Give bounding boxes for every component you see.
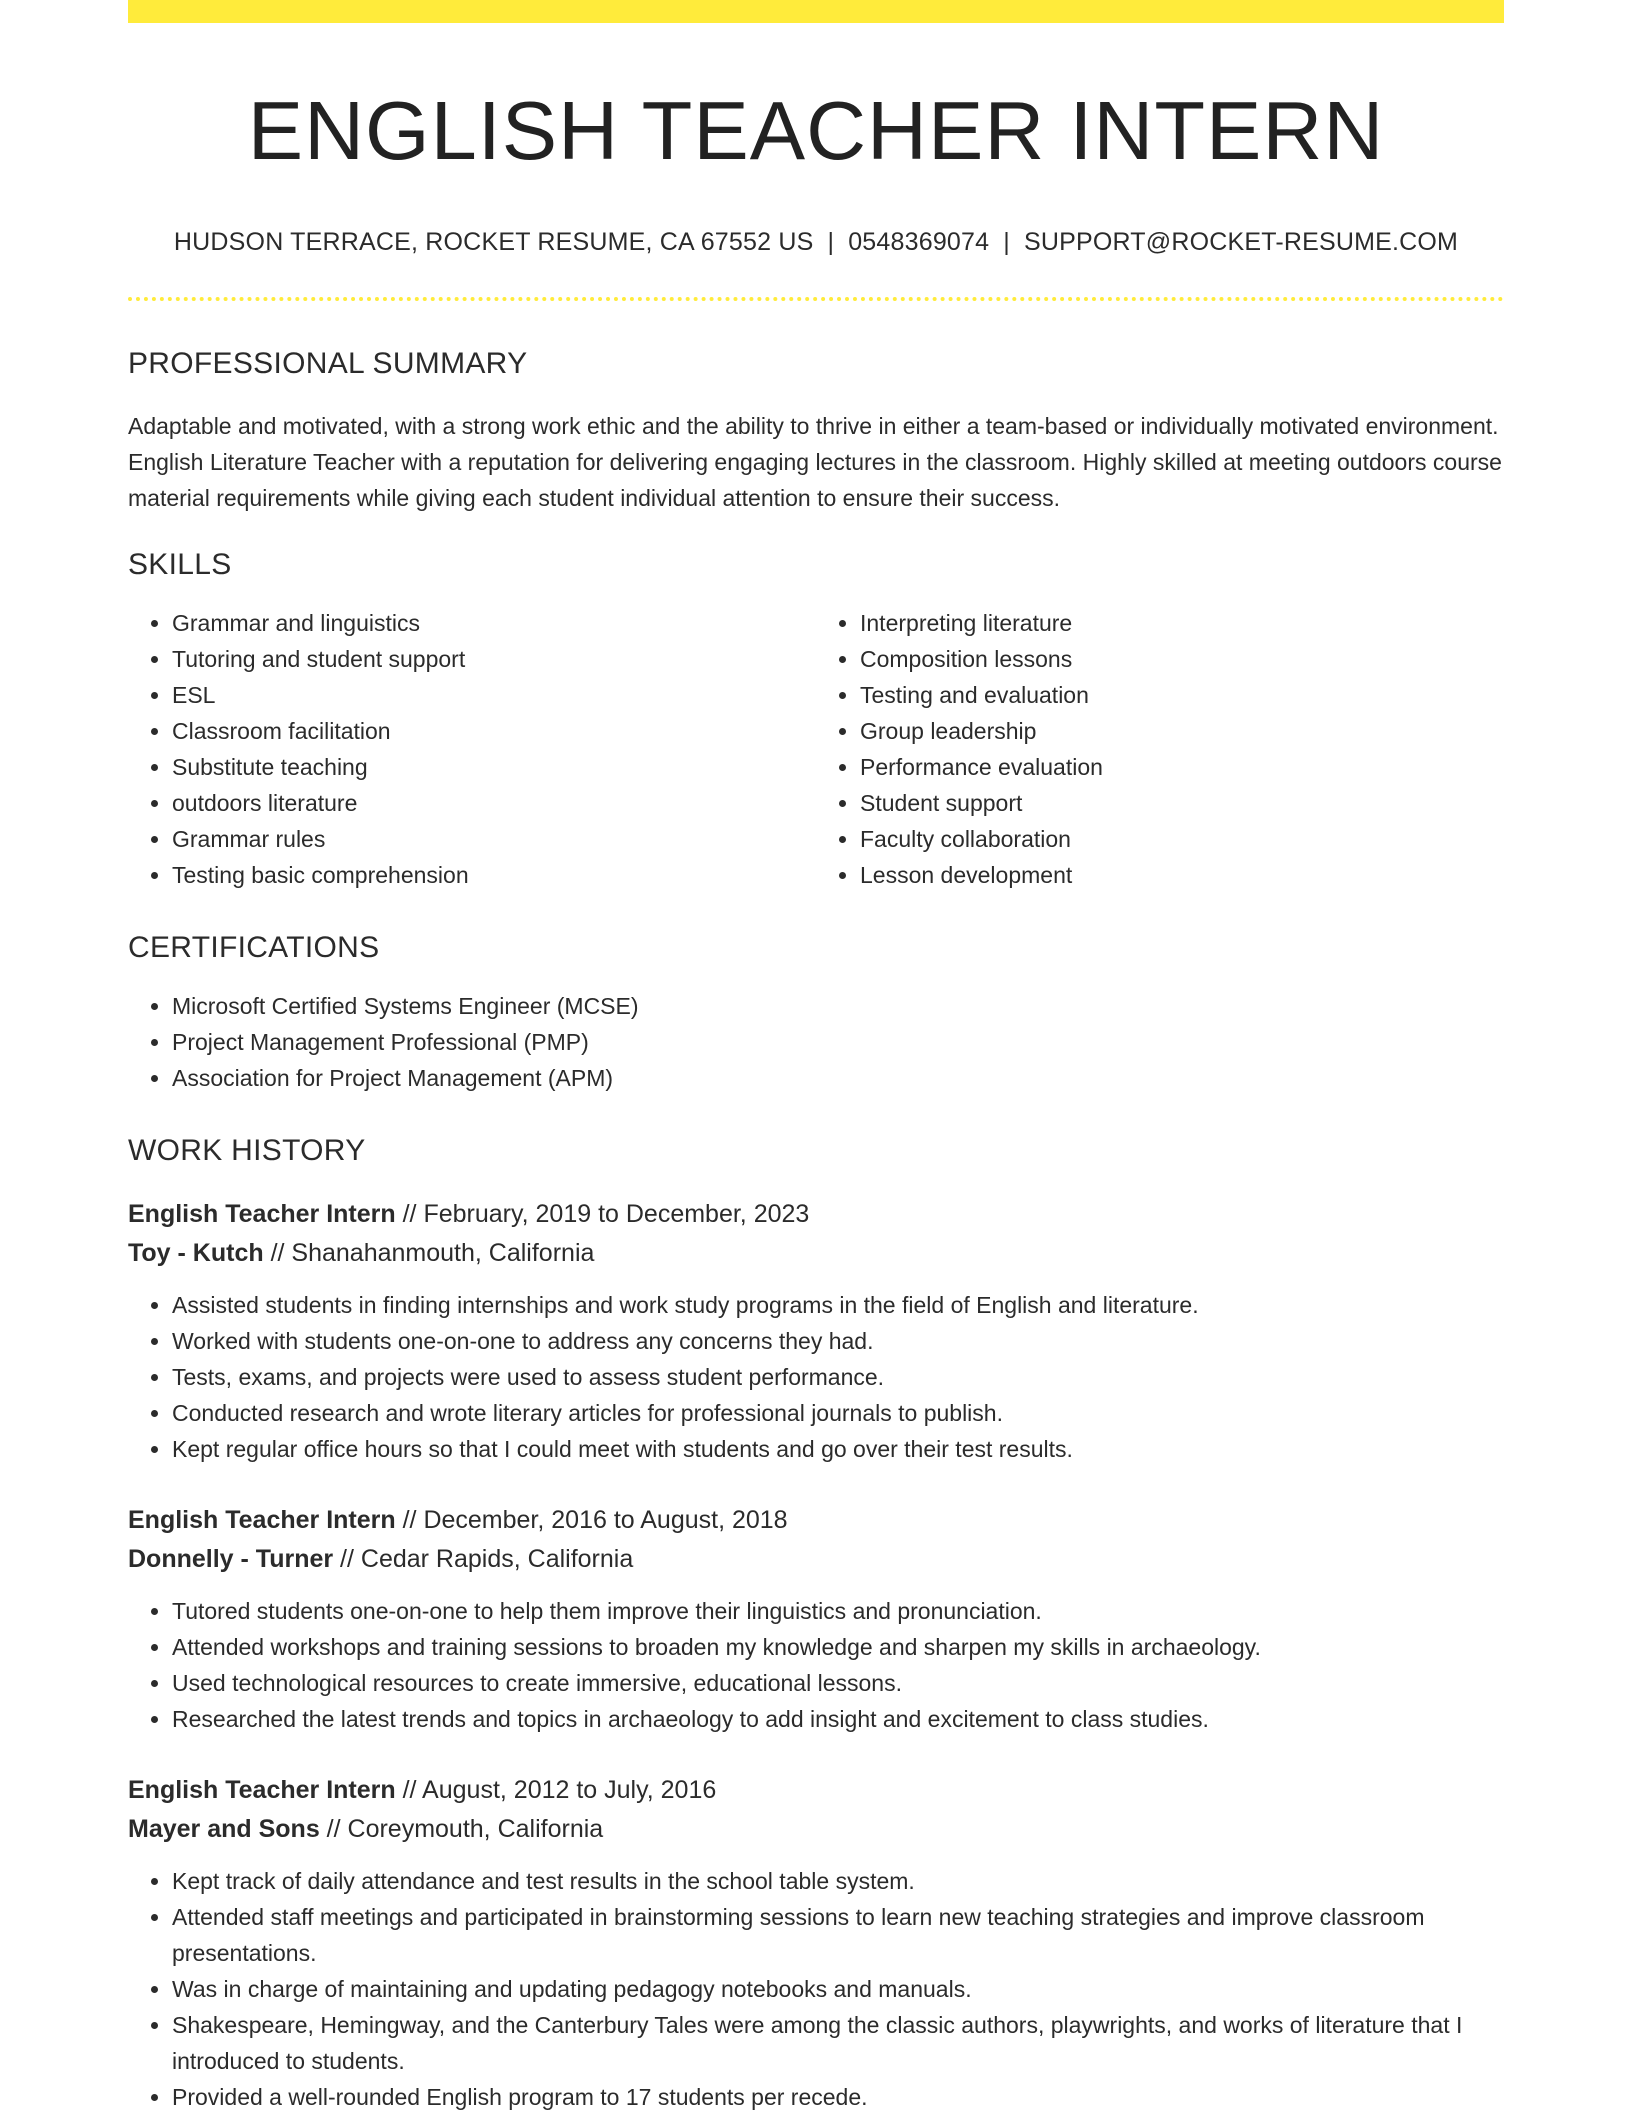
job-entry: [128, 1771, 1504, 2115]
job-title: English Teacher Intern: [128, 1200, 396, 1229]
job-title: English Teacher Intern: [128, 1776, 396, 1805]
list-item: • Conducted research and wrote literary articles for professional journals to publish.: [172, 1395, 1504, 1431]
list-item: • Provided a well-rounded English program to 17 students per recede.: [172, 2079, 1504, 2115]
list-item: • Microsoft Certified Systems Engineer (MCSE): [172, 988, 1504, 1024]
resume-name: ENGLISH TEACHER INTERN: [247, 84, 1385, 177]
summary-heading: PROFESSIONAL SUMMARY: [128, 347, 528, 381]
list-item: • Kept regular office hours so that I could meet with students and go over their test results.: [172, 1431, 1504, 1467]
list-item: • Was in charge of maintaining and updating pedagogy notebooks and manuals.: [172, 1971, 1504, 2007]
job-title-line: [128, 1771, 1504, 1810]
list-item: • Tests, exams, and projects were used to assess student performance.: [172, 1359, 1504, 1395]
list-item: • outdoors literature: [172, 785, 816, 821]
certifications-list: [128, 988, 1504, 1096]
accent-bar: [128, 0, 1504, 23]
job-title: English Teacher Intern: [128, 1506, 396, 1535]
job-company: Mayer and Sons: [128, 1815, 320, 1844]
separator: |: [1003, 228, 1010, 257]
list-item: • Grammar rules: [172, 821, 816, 857]
list-item: • Assisted students in finding internships and work study programs in the field of English and literature.: [172, 1287, 1504, 1323]
work-history-heading: WORK HISTORY: [128, 1134, 366, 1168]
job-dates: // February, 2019 to December, 2023: [395, 1200, 810, 1229]
summary-text: Adaptable and motivated, with a strong work ethic and the ability to thrive in either a team-based or individually motivated environment. English Literature Teacher with a reputation for delivering engaging lectures in the classroom. Highly skilled at meeting outdoors course material requirements while giving each student individual attention to ensure their success.: [128, 413, 1502, 512]
job-bullets: [128, 1287, 1504, 1467]
list-item: • Classroom facilitation: [172, 713, 816, 749]
list-item: • Tutored students one-on-one to help them improve their linguistics and pronunciation.: [172, 1593, 1504, 1629]
address: HUDSON TERRACE, ROCKET RESUME, CA 67552 US: [173, 228, 814, 257]
contact-line: [128, 228, 1504, 257]
list-item: • Project Management Professional (PMP): [172, 1024, 1504, 1060]
list-item: • Worked with students one-on-one to address any concerns they had.: [172, 1323, 1504, 1359]
list-item: • Group leadership: [860, 713, 1504, 749]
list-item: • Testing and evaluation: [860, 677, 1504, 713]
job-company: Donnelly - Turner: [128, 1545, 334, 1574]
skills-left-list: [128, 605, 816, 893]
job-company: Toy - Kutch: [128, 1239, 264, 1268]
dotted-divider: [128, 297, 1504, 301]
list-item: • Composition lessons: [860, 641, 1504, 677]
job-company-line: [128, 1234, 1504, 1273]
job-dates: // December, 2016 to August, 2018: [395, 1506, 788, 1535]
list-item: • Kept track of daily attendance and test results in the school table system.: [172, 1863, 1504, 1899]
list-item: • Testing basic comprehension: [172, 857, 816, 893]
job-dates: // August, 2012 to July, 2016: [395, 1776, 717, 1805]
certifications-heading: CERTIFICATIONS: [128, 931, 380, 965]
job-bullets: [128, 1593, 1504, 1737]
list-item: • Attended workshops and training sessions to broaden my knowledge and sharpen my skills in archaeology.: [172, 1629, 1504, 1665]
list-item: • Performance evaluation: [860, 749, 1504, 785]
list-item: • Tutoring and student support: [172, 641, 816, 677]
list-item: • Association for Project Management (APM): [172, 1060, 1504, 1096]
list-item: • Student support: [860, 785, 1504, 821]
list-item: • Attended staff meetings and participated in brainstorming sessions to learn new teaching strategies and improve classroom presentations.: [172, 1899, 1504, 1971]
job-location: // Cedar Rapids, California: [333, 1545, 634, 1574]
list-item: • Faculty collaboration: [860, 821, 1504, 857]
list-item: • Shakespeare, Hemingway, and the Canterbury Tales were among the classic authors, playwrights, and works of literature that I introduced to students.: [172, 2007, 1504, 2079]
separator: |: [827, 228, 835, 257]
list-item: • Lesson development: [860, 857, 1504, 893]
job-entry: [128, 1501, 1504, 1737]
list-item: • ESL: [172, 677, 816, 713]
job-location: // Shanahanmouth, California: [263, 1239, 595, 1268]
skills-heading: SKILLS: [128, 548, 232, 582]
job-company-line: [128, 1810, 1504, 1849]
job-title-line: [128, 1501, 1504, 1540]
list-item: • Interpreting literature: [860, 605, 1504, 641]
phone: 0548369074: [848, 228, 990, 257]
email: SUPPORT@ROCKET-RESUME.COM: [1023, 228, 1459, 257]
list-item: • Grammar and linguistics: [172, 605, 816, 641]
list-item: • Used technological resources to create immersive, educational lessons.: [172, 1665, 1504, 1701]
skills-right-list: [816, 605, 1504, 893]
job-entry: [128, 1195, 1504, 1467]
job-company-line: [128, 1540, 1504, 1579]
resume-page: [128, 0, 1504, 2115]
list-item: • Substitute teaching: [172, 749, 816, 785]
job-bullets: [128, 1863, 1504, 2115]
job-title-line: [128, 1195, 1504, 1234]
work-history-list: [128, 1195, 1504, 2115]
list-item: • Researched the latest trends and topics in archaeology to add insight and excitement to class studies.: [172, 1701, 1504, 1737]
skills-columns: [128, 605, 1504, 893]
job-location: // Coreymouth, California: [319, 1815, 604, 1844]
